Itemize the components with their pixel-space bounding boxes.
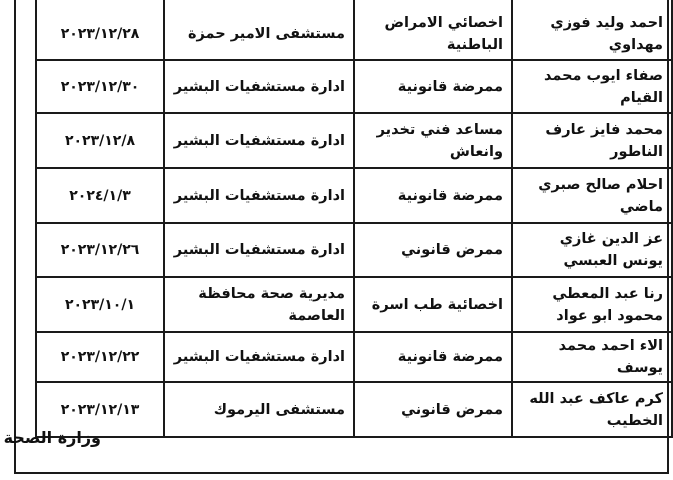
workplace-cell: مستشفى اليرموك <box>164 382 354 437</box>
job-title-cell: مساعد فني تخدير وانعاش <box>354 113 512 168</box>
name-cell: احمد وليد فوزي مهداوي <box>512 0 672 60</box>
job-title-cell: ممرض قانوني <box>354 223 512 277</box>
employees-table-body <box>36 0 672 437</box>
name-cell: احلام صالح صبري ماضي <box>512 168 672 223</box>
table-row <box>36 113 672 168</box>
name-cell: الاء احمد محمد يوسف <box>512 332 672 382</box>
date-cell: ٢٠٢٣/١٠/١ <box>36 277 164 332</box>
workplace-cell: مستشفى الامير حمزة <box>164 0 354 60</box>
table-row <box>36 0 672 60</box>
employees-table <box>35 0 673 438</box>
ministry-footer: وزارة الصحة <box>3 428 101 447</box>
table-row <box>36 60 672 113</box>
workplace-cell: مديرية صحة محافظة العاصمة <box>164 277 354 332</box>
table-row <box>36 223 672 277</box>
job-title-cell: ممرضة قانونية <box>354 60 512 113</box>
table-row <box>36 332 672 382</box>
table-row <box>36 168 672 223</box>
date-cell: ٢٠٢٣/١٢/٢٨ <box>36 0 164 60</box>
date-cell: ٢٠٢٣/١٢/١٣ <box>36 382 164 437</box>
name-cell: كرم عاكف عبد الله الخطيب <box>512 382 672 437</box>
date-cell: ٢٠٢٣/١٢/٨ <box>36 113 164 168</box>
document-page <box>3 0 669 474</box>
date-cell: ٢٠٢٤/١/٣ <box>36 168 164 223</box>
workplace-cell: ادارة مستشفيات البشير <box>164 60 354 113</box>
workplace-cell: ادارة مستشفيات البشير <box>164 332 354 382</box>
table-row <box>36 382 672 437</box>
job-title-cell: اخصائية طب اسرة <box>354 277 512 332</box>
name-cell: محمد فايز عارف الناطور <box>512 113 672 168</box>
date-cell: ٢٠٢٣/١٢/٢٢ <box>36 332 164 382</box>
name-cell: عز الدين غازي يونس العبسي <box>512 223 672 277</box>
job-title-cell: ممرضة قانونية <box>354 332 512 382</box>
date-cell: ٢٠٢٣/١٢/٢٦ <box>36 223 164 277</box>
job-title-cell: ممرض قانوني <box>354 382 512 437</box>
job-title-cell: ممرضة قانونية <box>354 168 512 223</box>
job-title-cell: اخصائي الامراض الباطنية <box>354 0 512 60</box>
workplace-cell: ادارة مستشفيات البشير <box>164 113 354 168</box>
workplace-cell: ادارة مستشفيات البشير <box>164 168 354 223</box>
name-cell: صفاء ايوب محمد القيام <box>512 60 672 113</box>
name-cell: رنا عبد المعطي محمود ابو عواد <box>512 277 672 332</box>
workplace-cell: ادارة مستشفيات البشير <box>164 223 354 277</box>
date-cell: ٢٠٢٣/١٢/٣٠ <box>36 60 164 113</box>
table-row <box>36 277 672 332</box>
